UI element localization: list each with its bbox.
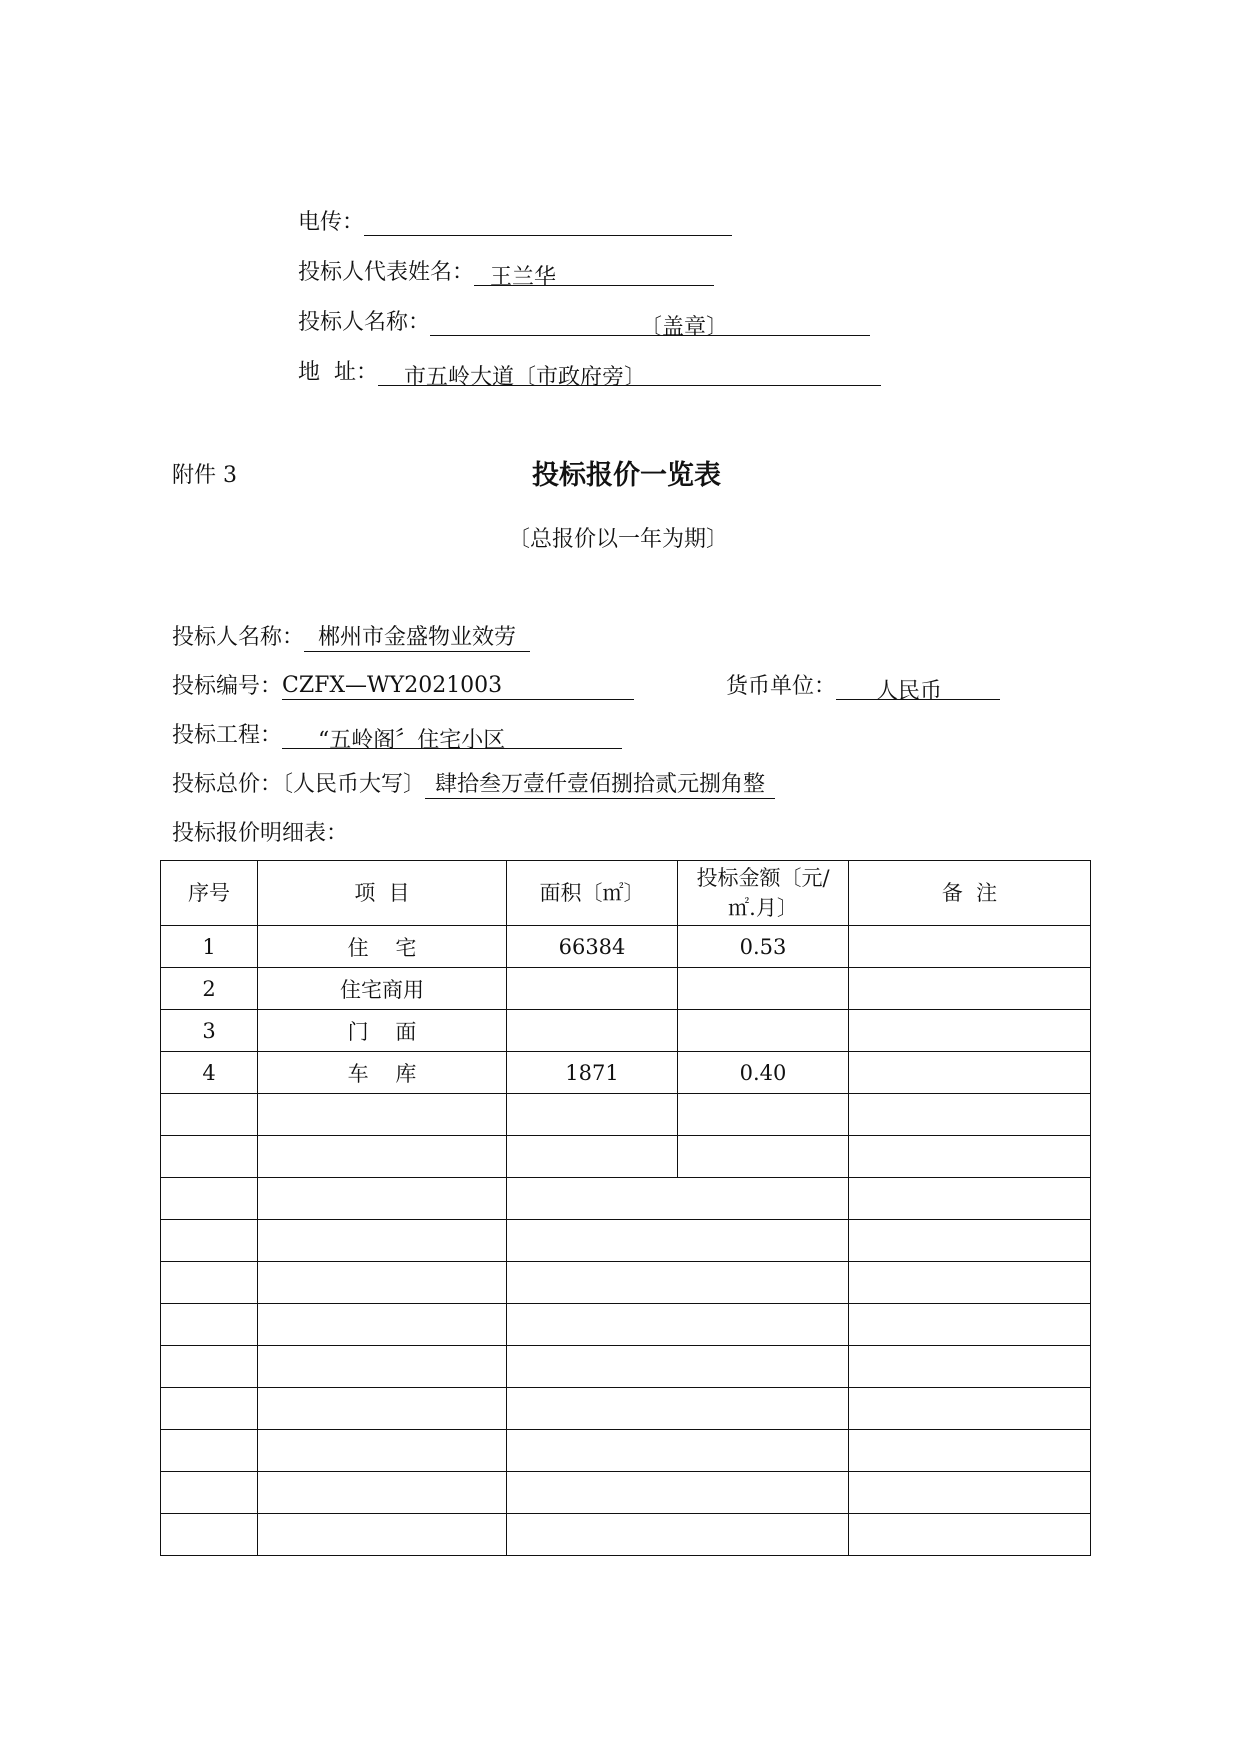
- address-line: [298, 355, 881, 390]
- bidder-seal-line: [298, 305, 870, 340]
- header-area: 面积〔㎡〕: [507, 861, 678, 926]
- bid-number-value: CZFX—WY2021003: [282, 673, 503, 698]
- row-no: 2: [161, 968, 258, 1010]
- empty-row: [161, 1472, 1091, 1514]
- bidder-name-line: [172, 620, 530, 651]
- row-item: 门 面: [258, 1010, 507, 1052]
- project-label: 投标工程：: [172, 723, 283, 748]
- bid-number-field: [282, 673, 634, 700]
- fax-field: [364, 209, 732, 236]
- empty-row: [161, 1304, 1091, 1346]
- currency-field: [836, 674, 1000, 704]
- total-price-value: 肆拾叁万壹仟壹佰捌拾贰元捌角整: [425, 772, 775, 799]
- row-no: 4: [161, 1052, 258, 1094]
- document-subtitle: 〔总报价以一年为期〕: [508, 527, 729, 552]
- rep-value: 王兰华: [490, 265, 557, 290]
- header-item: 项 目: [258, 861, 507, 926]
- header-note: 备 注: [849, 861, 1091, 926]
- header-price: 投标金额〔元/㎡.月〕: [678, 861, 849, 926]
- empty-row: [161, 1220, 1091, 1262]
- seal-note: 〔盖章〕: [640, 315, 729, 340]
- empty-row: [161, 1430, 1091, 1472]
- bidder-name-label: 投标人名称：: [172, 625, 305, 650]
- row-item: 住宅商用: [258, 968, 507, 1010]
- attachment-label: 附件 3: [172, 463, 237, 488]
- table-header-row: [161, 861, 1091, 926]
- project-value: “五岭阁〞住宅小区: [318, 728, 506, 753]
- row-price: [678, 1010, 849, 1052]
- rep-field: [474, 260, 714, 290]
- row-price: [678, 968, 849, 1010]
- address-label: 地 址：: [298, 360, 378, 385]
- row-note: [849, 926, 1091, 968]
- row-note: [849, 968, 1091, 1010]
- bidder-name-value: 郴州市金盛物业效劳: [304, 625, 530, 652]
- table-row: [161, 1010, 1091, 1052]
- bidder-seal-label: 投标人名称：: [298, 310, 431, 335]
- row-no: 1: [161, 926, 258, 968]
- currency-line: [726, 669, 1000, 704]
- document-title: 投标报价一览表: [532, 460, 721, 491]
- row-price: 0.40: [678, 1052, 849, 1094]
- empty-row: [161, 1388, 1091, 1430]
- total-price-label: 投标总价：〔人民币大写〕: [172, 772, 426, 797]
- row-area: 1871: [507, 1052, 678, 1094]
- fax-label: 电传：: [298, 210, 365, 235]
- bidder-seal-field: [430, 310, 870, 340]
- row-area: [507, 968, 678, 1010]
- row-item: 住 宅: [258, 926, 507, 968]
- fax-line: [298, 205, 732, 236]
- header-no: 序号: [161, 861, 258, 926]
- table-row: [161, 968, 1091, 1010]
- table-row: [161, 1052, 1091, 1094]
- detail-table-label: 投标报价明细表：: [172, 821, 349, 846]
- address-field: [378, 360, 881, 390]
- empty-row: [161, 1346, 1091, 1388]
- table-row: [161, 926, 1091, 968]
- empty-row: [161, 1514, 1091, 1556]
- rep-label: 投标人代表姓名：: [298, 260, 475, 285]
- row-area: [507, 1010, 678, 1052]
- currency-value: 人民币: [876, 679, 943, 704]
- bid-number-label: 投标编号：: [172, 674, 283, 699]
- empty-row: [161, 1094, 1091, 1136]
- project-line: [172, 718, 622, 753]
- row-no: 3: [161, 1010, 258, 1052]
- row-price: 0.53: [678, 926, 849, 968]
- currency-label: 货币单位：: [726, 674, 837, 699]
- rep-line: [298, 255, 714, 290]
- row-note: [849, 1052, 1091, 1094]
- row-item: 车 库: [258, 1052, 507, 1094]
- bid-number-line: [172, 669, 634, 700]
- total-price-line: [172, 767, 775, 798]
- project-field: [282, 723, 622, 753]
- empty-row: [161, 1136, 1091, 1178]
- row-note: [849, 1010, 1091, 1052]
- address-value: 市五岭大道〔市政府旁〕: [404, 365, 647, 390]
- price-detail-table: [160, 860, 1091, 1556]
- empty-row: [161, 1262, 1091, 1304]
- row-area: 66384: [507, 926, 678, 968]
- empty-row: [161, 1178, 1091, 1220]
